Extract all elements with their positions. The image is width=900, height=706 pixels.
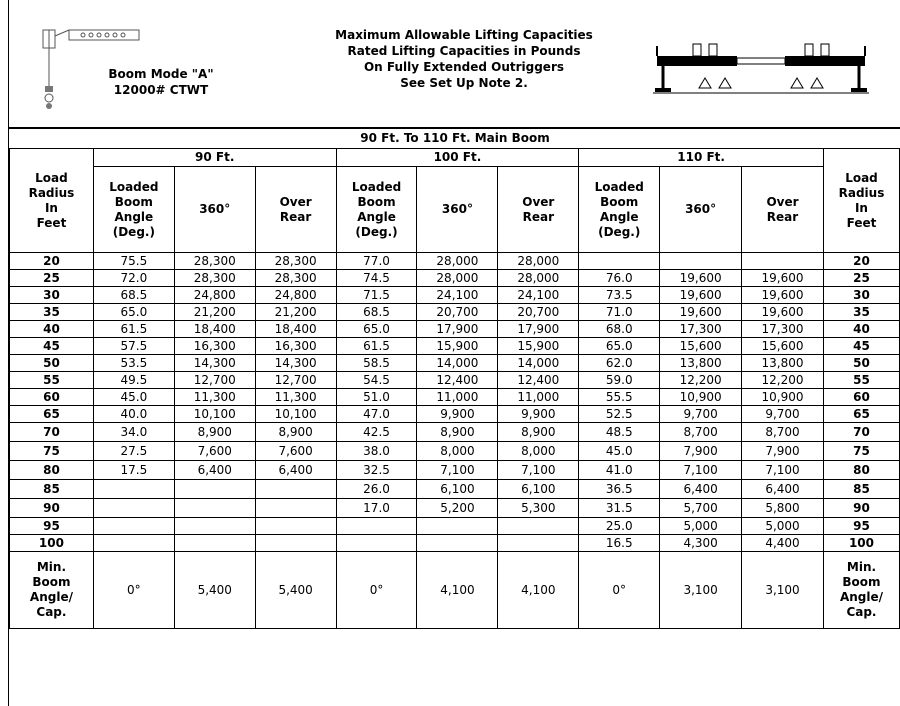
capacity-table (9, 148, 900, 629)
angle-header-line: Angle (114, 209, 154, 224)
load-radius-line: Feet (36, 215, 67, 230)
deg360-header: 360° (174, 167, 255, 253)
capacity-cell: 13,800 (660, 355, 742, 372)
capacity-cell: 12,400 (417, 372, 498, 389)
capacity-cell: 65.0 (579, 338, 660, 355)
capacity-cell: 24,800 (255, 287, 336, 304)
capacity-cell: 68.5 (336, 304, 417, 321)
table-row (10, 372, 900, 389)
table-row (10, 389, 900, 406)
capacity-cell: 5,200 (417, 499, 498, 518)
capacity-cell: 12,400 (498, 372, 579, 389)
title-line-4: See Set Up Note 2. (400, 76, 528, 90)
capacity-cell: 16,300 (255, 338, 336, 355)
capacity-cell: 15,900 (498, 338, 579, 355)
min-label-line: Boom (842, 575, 881, 589)
capacity-cell: 28,300 (174, 253, 255, 270)
min-capacity-cell: 4,100 (498, 552, 579, 629)
angle-header-line: (Deg.) (112, 224, 155, 239)
capacity-cell: 10,900 (660, 389, 742, 406)
capacity-cell: 25.0 (579, 518, 660, 535)
capacity-cell (336, 518, 417, 535)
capacity-cell: 61.5 (93, 321, 174, 338)
radius-cell-right: 55 (823, 372, 899, 389)
loaded-boom-angle-header (93, 167, 174, 253)
deg360-header: 360° (660, 167, 742, 253)
radius-cell-right: 65 (823, 406, 899, 423)
capacity-cell: 8,000 (498, 442, 579, 461)
capacity-cell: 54.5 (336, 372, 417, 389)
radius-cell-right: 90 (823, 499, 899, 518)
capacity-cell (417, 535, 498, 552)
deg360-header: 360° (417, 167, 498, 253)
loaded-boom-angle-header (336, 167, 417, 253)
capacity-cell: 28,300 (255, 253, 336, 270)
capacity-cell: 28,000 (417, 253, 498, 270)
angle-header-line: Loaded (594, 179, 644, 194)
capacity-cell: 26.0 (336, 480, 417, 499)
capacity-cell (417, 518, 498, 535)
radius-cell-right: 20 (823, 253, 899, 270)
over-rear-line: Rear (279, 209, 312, 224)
capacity-cell: 15,900 (417, 338, 498, 355)
min-capacity-cell: 0° (336, 552, 417, 629)
capacity-cell (174, 480, 255, 499)
radius-cell: 35 (10, 304, 94, 321)
capacity-cell: 10,900 (742, 389, 824, 406)
capacity-cell: 19,600 (742, 304, 824, 321)
min-capacity-cell: 3,100 (742, 552, 824, 629)
capacity-cell: 19,600 (660, 270, 742, 287)
capacity-cell: 11,000 (417, 389, 498, 406)
capacity-cell (255, 499, 336, 518)
radius-cell-right: 35 (823, 304, 899, 321)
table-row (10, 304, 900, 321)
over-rear-header (742, 167, 824, 253)
capacity-cell: 21,200 (255, 304, 336, 321)
radius-cell: 95 (10, 518, 94, 535)
capacity-cell: 41.0 (579, 461, 660, 480)
capacity-cell: 24,800 (174, 287, 255, 304)
load-radius-header-right (823, 149, 899, 253)
capacity-cell: 28,300 (174, 270, 255, 287)
min-capacity-cell: 5,400 (174, 552, 255, 629)
capacity-cell: 48.5 (579, 423, 660, 442)
capacity-cell (255, 535, 336, 552)
min-capacity-cell: 3,100 (660, 552, 742, 629)
capacity-cell (93, 518, 174, 535)
capacity-cell (174, 518, 255, 535)
capacity-cell: 14,000 (417, 355, 498, 372)
table-row (10, 270, 900, 287)
capacity-cell (336, 535, 417, 552)
over-rear-header (255, 167, 336, 253)
capacity-cell: 5,300 (498, 499, 579, 518)
load-radius-line: Load (845, 170, 878, 185)
section-title: 90 Ft. To 110 Ft. Main Boom (360, 131, 550, 145)
capacity-cell: 20,700 (417, 304, 498, 321)
capacity-cell: 17.5 (93, 461, 174, 480)
boom-mode-line: Boom Mode "A" (108, 67, 214, 81)
capacity-cell: 8,000 (417, 442, 498, 461)
capacity-cell: 9,700 (660, 406, 742, 423)
capacity-cell: 47.0 (336, 406, 417, 423)
counterweight-line: 12000# CTWT (113, 83, 209, 97)
title-line-2: Rated Lifting Capacities in Pounds (347, 44, 581, 58)
angle-header-line: Loaded (351, 179, 402, 194)
table-row (10, 253, 900, 270)
table-row (10, 423, 900, 442)
load-radius-line: Feet (846, 215, 877, 230)
capacity-cell: 5,800 (742, 499, 824, 518)
capacity-cell: 12,200 (742, 372, 824, 389)
capacity-cell: 58.5 (336, 355, 417, 372)
radius-cell: 90 (10, 499, 94, 518)
capacity-cell: 21,200 (174, 304, 255, 321)
capacity-cell: 7,600 (255, 442, 336, 461)
capacity-cell: 68.0 (579, 321, 660, 338)
capacity-cell: 12,700 (255, 372, 336, 389)
capacity-cell (93, 535, 174, 552)
capacity-cell: 6,400 (742, 480, 824, 499)
over-rear-line: Rear (766, 209, 799, 224)
chart-titles (294, 27, 634, 91)
capacity-cell: 17,900 (417, 321, 498, 338)
radius-cell-right: 70 (823, 423, 899, 442)
radius-cell-right: 85 (823, 480, 899, 499)
min-label-line: Min. (36, 560, 67, 574)
capacity-cell (579, 253, 660, 270)
capacity-cell: 8,700 (660, 423, 742, 442)
load-chart (8, 0, 900, 706)
title-line-1: Maximum Allowable Lifting Capacities (335, 28, 593, 42)
radius-cell-right: 50 (823, 355, 899, 372)
table-row (10, 355, 900, 372)
table-row (10, 406, 900, 423)
min-capacity-cell: 0° (579, 552, 660, 629)
capacity-cell (660, 253, 742, 270)
capacity-cell: 9,900 (417, 406, 498, 423)
radius-cell: 40 (10, 321, 94, 338)
capacity-cell: 4,400 (742, 535, 824, 552)
table-row (10, 461, 900, 480)
capacity-cell: 49.5 (93, 372, 174, 389)
radius-cell-right: 95 (823, 518, 899, 535)
table-row (10, 321, 900, 338)
over-rear-line: Over (279, 194, 312, 209)
radius-cell: 50 (10, 355, 94, 372)
capacity-cell: 34.0 (93, 423, 174, 442)
capacity-cell (255, 518, 336, 535)
capacity-cell: 17,300 (660, 321, 742, 338)
capacity-cell: 75.5 (93, 253, 174, 270)
load-radius-line: In (44, 200, 58, 215)
min-label-line: Min. (846, 560, 877, 574)
radius-cell-right: 40 (823, 321, 899, 338)
capacity-cell: 17,900 (498, 321, 579, 338)
capacity-cell: 27.5 (93, 442, 174, 461)
over-rear-line: Rear (522, 209, 555, 224)
capacity-cell (498, 535, 579, 552)
min-capacity-cell: 4,100 (417, 552, 498, 629)
capacity-cell: 24,100 (498, 287, 579, 304)
load-radius-header (10, 149, 94, 253)
angle-header-line: Boom (600, 194, 639, 209)
capacity-cell: 5,000 (660, 518, 742, 535)
over-rear-line: Over (522, 194, 555, 209)
radius-cell-right: 25 (823, 270, 899, 287)
capacity-cell: 45.0 (579, 442, 660, 461)
capacity-cell: 18,400 (255, 321, 336, 338)
radius-cell: 25 (10, 270, 94, 287)
table-row (10, 535, 900, 552)
min-boom-angle-row (10, 552, 900, 629)
capacity-cell: 36.5 (579, 480, 660, 499)
angle-header-line: (Deg.) (355, 224, 398, 239)
min-boom-label (10, 552, 94, 629)
capacity-cell: 7,900 (742, 442, 824, 461)
over-rear-line: Over (766, 194, 799, 209)
load-radius-line: Load (35, 170, 68, 185)
radius-cell: 80 (10, 461, 94, 480)
capacity-cell: 62.0 (579, 355, 660, 372)
radius-cell: 100 (10, 535, 94, 552)
capacity-cell: 15,600 (660, 338, 742, 355)
capacity-cell: 8,900 (174, 423, 255, 442)
boom-mode-label (81, 66, 241, 98)
radius-cell-right: 30 (823, 287, 899, 304)
capacity-cell: 8,900 (417, 423, 498, 442)
capacity-cell: 4,300 (660, 535, 742, 552)
capacity-cell: 5,000 (742, 518, 824, 535)
chart-header (9, 0, 900, 129)
loaded-boom-angle-header (579, 167, 660, 253)
capacity-cell: 28,000 (498, 253, 579, 270)
capacity-cell: 19,600 (660, 287, 742, 304)
capacity-cell: 71.5 (336, 287, 417, 304)
capacity-cell: 13,800 (742, 355, 824, 372)
capacity-cell: 12,200 (660, 372, 742, 389)
boom-group-90: 90 Ft. (93, 149, 336, 167)
table-row (10, 518, 900, 535)
capacity-cell: 72.0 (93, 270, 174, 287)
radius-cell-right: 45 (823, 338, 899, 355)
capacity-cell: 15,600 (742, 338, 824, 355)
capacity-cell: 11,300 (174, 389, 255, 406)
load-radius-line: In (854, 200, 868, 215)
table-row (10, 442, 900, 461)
capacity-cell (174, 535, 255, 552)
capacity-cell: 17.0 (336, 499, 417, 518)
capacity-cell: 42.5 (336, 423, 417, 442)
min-label-line: Cap. (846, 605, 877, 619)
capacity-cell: 77.0 (336, 253, 417, 270)
capacity-cell: 24,100 (417, 287, 498, 304)
capacity-cell: 9,900 (498, 406, 579, 423)
angle-header-line: Angle (357, 209, 396, 224)
capacity-cell: 14,300 (174, 355, 255, 372)
radius-cell-right: 75 (823, 442, 899, 461)
radius-cell: 30 (10, 287, 94, 304)
radius-cell: 20 (10, 253, 94, 270)
min-label-line: Angle/ (29, 590, 73, 604)
capacity-cell: 17,300 (742, 321, 824, 338)
min-capacity-cell: 5,400 (255, 552, 336, 629)
capacity-cell: 7,100 (742, 461, 824, 480)
boom-group-110: 110 Ft. (579, 149, 824, 167)
capacity-cell: 53.5 (93, 355, 174, 372)
over-rear-header (498, 167, 579, 253)
capacity-cell: 51.0 (336, 389, 417, 406)
table-row (10, 287, 900, 304)
capacity-cell: 19,600 (742, 270, 824, 287)
load-radius-line: Radius (838, 185, 885, 200)
capacity-cell: 38.0 (336, 442, 417, 461)
radius-cell-right: 80 (823, 461, 899, 480)
table-row (10, 480, 900, 499)
capacity-cell: 7,100 (660, 461, 742, 480)
min-label-line: Angle/ (839, 590, 883, 604)
radius-cell: 70 (10, 423, 94, 442)
capacity-cell: 57.5 (93, 338, 174, 355)
capacity-cell: 14,000 (498, 355, 579, 372)
capacity-cell: 71.0 (579, 304, 660, 321)
capacity-cell: 28,000 (417, 270, 498, 287)
capacity-cell: 8,700 (742, 423, 824, 442)
capacity-cell: 10,100 (255, 406, 336, 423)
capacity-cell (93, 480, 174, 499)
radius-cell: 55 (10, 372, 94, 389)
min-boom-label-right (823, 552, 899, 629)
capacity-cell: 6,400 (255, 461, 336, 480)
capacity-cell: 18,400 (174, 321, 255, 338)
capacity-cell: 19,600 (660, 304, 742, 321)
capacity-cell (498, 518, 579, 535)
table-row (10, 338, 900, 355)
capacity-cell: 16,300 (174, 338, 255, 355)
capacity-cell: 6,400 (660, 480, 742, 499)
angle-header-line: Boom (357, 194, 396, 209)
min-label-line: Boom (32, 575, 71, 589)
load-radius-line: Radius (28, 185, 75, 200)
capacity-cell: 20,700 (498, 304, 579, 321)
capacity-cell: 65.0 (336, 321, 417, 338)
capacity-cell: 73.5 (579, 287, 660, 304)
capacity-cell (742, 253, 824, 270)
capacity-cell: 9,700 (742, 406, 824, 423)
table-row (10, 499, 900, 518)
capacity-cell: 68.5 (93, 287, 174, 304)
boom-group-100: 100 Ft. (336, 149, 579, 167)
radius-cell-right: 100 (823, 535, 899, 552)
capacity-cell: 8,900 (255, 423, 336, 442)
radius-cell: 60 (10, 389, 94, 406)
min-capacity-cell: 0° (93, 552, 174, 629)
capacity-cell (174, 499, 255, 518)
angle-header-line: Loaded (109, 179, 159, 194)
capacity-cell: 8,900 (498, 423, 579, 442)
angle-header-line: Angle (599, 209, 639, 224)
capacity-cell: 7,600 (174, 442, 255, 461)
capacity-cell: 28,000 (498, 270, 579, 287)
capacity-cell (255, 480, 336, 499)
title-line-3: On Fully Extended Outriggers (363, 60, 565, 74)
capacity-cell: 16.5 (579, 535, 660, 552)
capacity-cell: 11,300 (255, 389, 336, 406)
capacity-cell: 74.5 (336, 270, 417, 287)
radius-cell-right: 60 (823, 389, 899, 406)
angle-header-line: (Deg.) (598, 224, 641, 239)
capacity-cell: 55.5 (579, 389, 660, 406)
outrigger-diagram-icon (653, 40, 869, 102)
capacity-cell: 5,700 (660, 499, 742, 518)
capacity-cell: 31.5 (579, 499, 660, 518)
capacity-cell: 14,300 (255, 355, 336, 372)
radius-cell: 85 (10, 480, 94, 499)
capacity-cell (93, 499, 174, 518)
radius-cell: 45 (10, 338, 94, 355)
capacity-cell: 11,000 (498, 389, 579, 406)
radius-cell: 65 (10, 406, 94, 423)
capacity-cell: 52.5 (579, 406, 660, 423)
capacity-cell: 45.0 (93, 389, 174, 406)
capacity-cell: 12,700 (174, 372, 255, 389)
capacity-cell: 65.0 (93, 304, 174, 321)
capacity-cell: 32.5 (336, 461, 417, 480)
capacity-cell: 7,100 (498, 461, 579, 480)
capacity-cell: 61.5 (336, 338, 417, 355)
angle-header-line: Boom (114, 194, 153, 209)
capacity-cell: 7,100 (417, 461, 498, 480)
capacity-cell: 28,300 (255, 270, 336, 287)
min-label-line: Cap. (36, 605, 67, 619)
capacity-cell: 40.0 (93, 406, 174, 423)
capacity-cell: 10,100 (174, 406, 255, 423)
capacity-cell: 59.0 (579, 372, 660, 389)
capacity-cell: 6,100 (417, 480, 498, 499)
radius-cell: 75 (10, 442, 94, 461)
capacity-cell: 6,400 (174, 461, 255, 480)
capacity-cell: 6,100 (498, 480, 579, 499)
capacity-cell: 19,600 (742, 287, 824, 304)
capacity-cell: 7,900 (660, 442, 742, 461)
capacity-cell: 76.0 (579, 270, 660, 287)
